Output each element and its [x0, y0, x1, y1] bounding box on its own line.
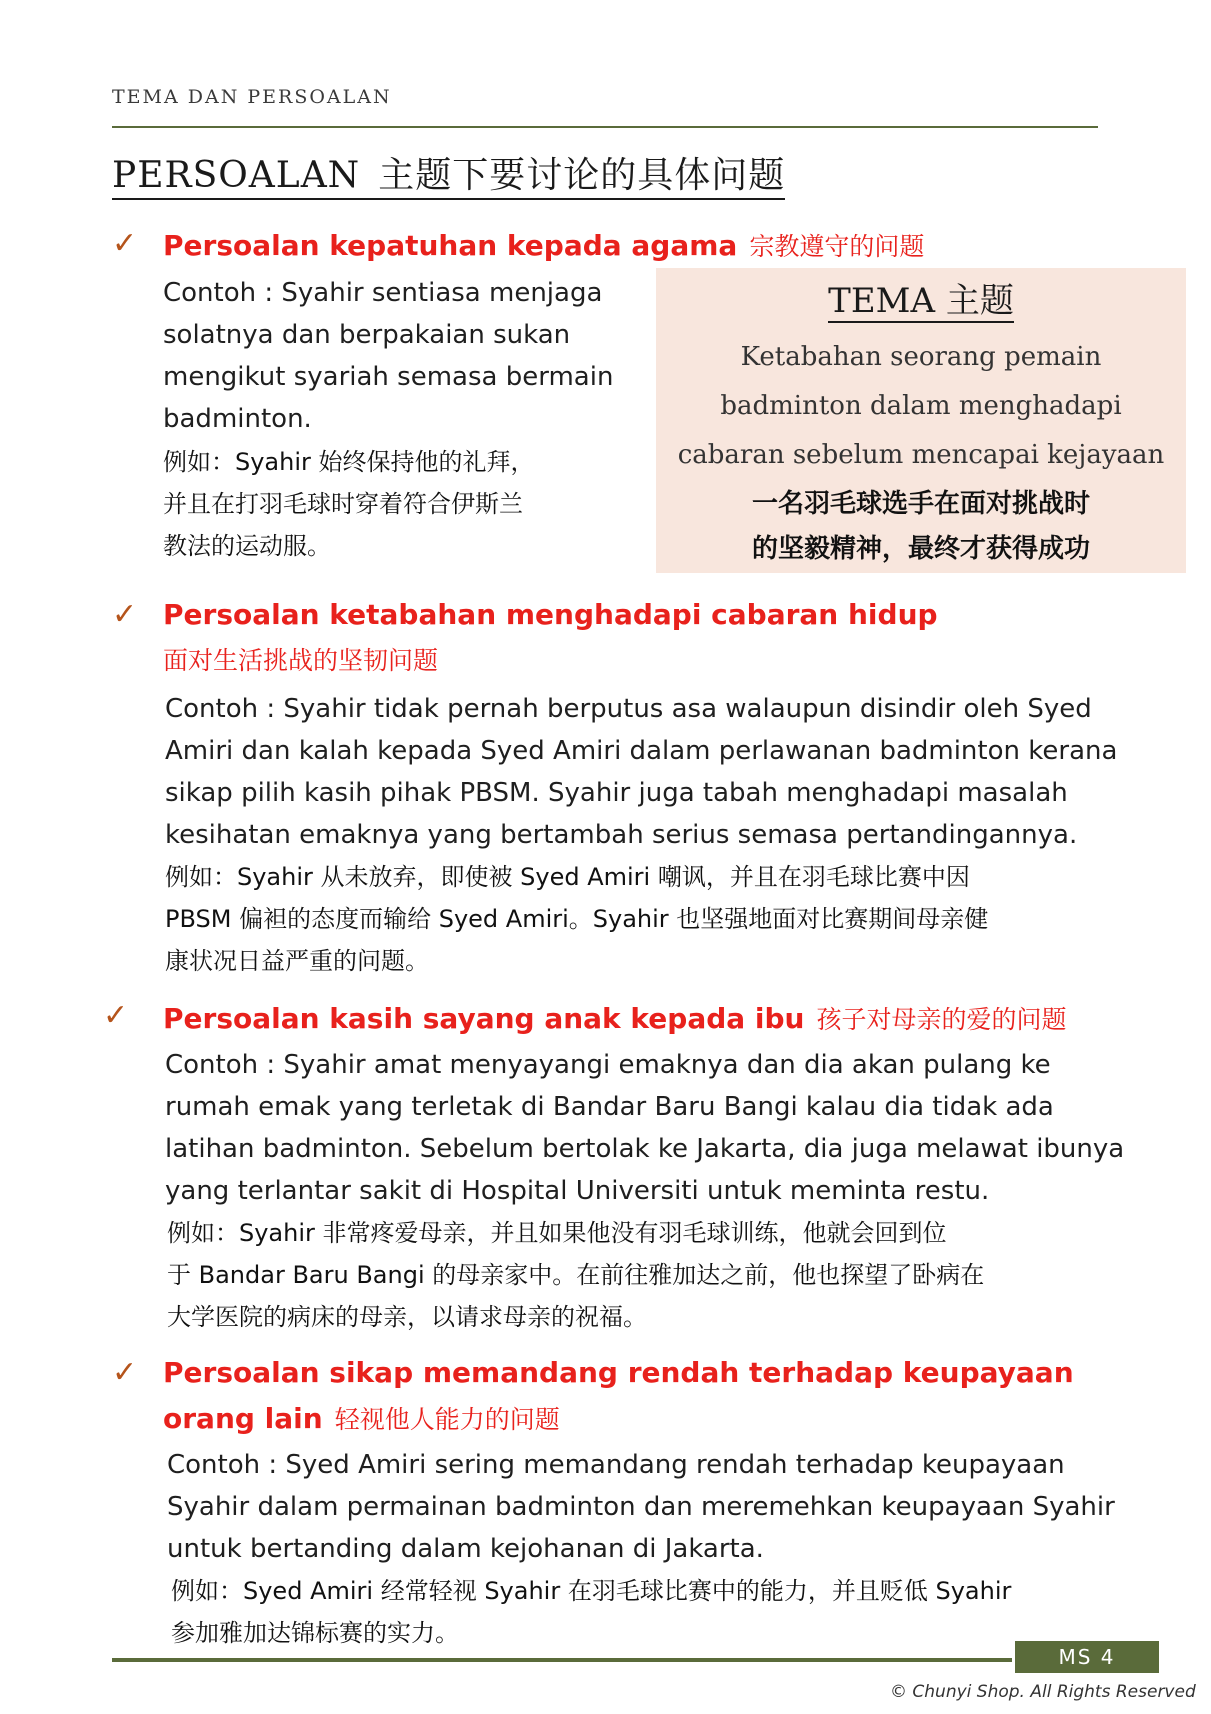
- tema-ms: [656, 333, 1186, 480]
- text-line: Amiri dan kalah kepada Syed Amiri dalam perlawanan badminton kerana: [165, 736, 1118, 766]
- header-divider: [112, 126, 1098, 128]
- text-line: 例如：Syahir 从未放弃，即使被 Syed Amiri 嘲讽，并且在羽毛球比赛中因: [165, 863, 970, 891]
- text-line: 教法的运动服。: [163, 532, 331, 560]
- text-line: untuk bertanding dalam kejohanan di Jakarta.: [167, 1534, 764, 1564]
- title-zh: 主题下要讨论的具体问题: [378, 155, 786, 196]
- page-title: [112, 155, 785, 200]
- text-line: 例如：Syed Amiri 经常轻视 Syahir 在羽毛球比赛中的能力，并且贬低 Syahir: [171, 1577, 1012, 1605]
- contoh-ms-1: [163, 272, 613, 440]
- text-line: Contoh : Syahir amat menyayangi emaknya dan dia akan pulang ke: [165, 1050, 1051, 1080]
- persoalan-heading-2: Persoalan ketabahan menghadapi cabaran hidup: [163, 598, 938, 631]
- text-line: 大学医院的病床的母亲，以请求母亲的祝福。: [167, 1303, 647, 1331]
- check-icon: ✓: [103, 998, 129, 1033]
- heading-zh: 宗教遵守的问题: [749, 232, 925, 261]
- contoh-ms-4: [167, 1444, 1115, 1570]
- text-line: badminton dalam menghadapi: [720, 391, 1122, 422]
- text-line: 的坚毅精神，最终才获得成功: [751, 534, 1090, 565]
- text-line: PBSM 偏袒的态度而输给 Syed Amiri。Syahir 也坚强地面对比赛期间母亲健: [165, 905, 989, 933]
- text-line: badminton.: [163, 404, 312, 434]
- page-number: MS 4: [1015, 1641, 1159, 1673]
- contoh-zh-2: [165, 856, 988, 982]
- text-line: rumah emak yang terletak di Bandar Baru Bangi kalau dia tidak ada: [165, 1092, 1054, 1122]
- text-line: Syahir dalam permainan badminton dan meremehkan keupayaan Syahir: [167, 1492, 1115, 1522]
- text-line: 于 Bandar Baru Bangi 的母亲家中。在前往雅加达之前，他也探望了卧病在: [167, 1261, 985, 1289]
- persoalan-heading-4b: [163, 1400, 560, 1436]
- persoalan-heading-3: [163, 1000, 1067, 1036]
- heading-ms: Persoalan kasih sayang anak kepada ibu: [163, 1002, 805, 1035]
- check-icon: ✓: [112, 1355, 138, 1390]
- section-header: TEMA DAN PERSOALAN: [112, 86, 392, 108]
- title-latin: PERSOALAN: [112, 155, 361, 196]
- tema-title: TEMA 主题: [828, 282, 1014, 323]
- text-line: mengikut syariah semasa bermain: [163, 362, 614, 392]
- text-line: 一名羽毛球选手在面对挑战时: [751, 489, 1090, 520]
- text-line: yang terlantar sakit di Hospital Universiti untuk meminta restu.: [165, 1176, 990, 1206]
- text-line: Contoh : Syahir sentiasa menjaga: [163, 278, 603, 308]
- text-line: sikap pilih kasih pihak PBSM. Syahir juga tabah menghadapi masalah: [165, 778, 1068, 808]
- footer-divider: [112, 1658, 1012, 1662]
- heading-ms-cont: orang lain: [163, 1402, 323, 1435]
- text-line: cabaran sebelum mencapai kejayaan: [677, 440, 1165, 471]
- check-icon: ✓: [112, 226, 138, 261]
- persoalan-heading-1: [163, 227, 924, 263]
- copyright-notice: © Chunyi Shop. All Rights Reserved: [890, 1682, 1196, 1702]
- heading-ms: Persoalan kepatuhan kepada agama: [163, 229, 738, 262]
- heading-zh: 孩子对母亲的爱的问题: [816, 1005, 1067, 1034]
- text-line: Contoh : Syed Amiri sering memandang rendah terhadap keupayaan: [167, 1450, 1065, 1480]
- text-line: Ketabahan seorang pemain: [740, 342, 1102, 373]
- text-line: 并且在打羽毛球时穿着符合伊斯兰: [163, 490, 523, 518]
- contoh-ms-2: [165, 688, 1117, 856]
- text-line: latihan badminton. Sebelum bertolak ke Jakarta, dia juga melawat ibunya: [165, 1134, 1125, 1164]
- contoh-zh-1: [163, 441, 535, 567]
- persoalan-heading-4: Persoalan sikap memandang rendah terhadap keupayaan: [163, 1356, 1074, 1389]
- text-line: 例如：Syahir 非常疼爱母亲，并且如果他没有羽毛球训练，他就会回到位: [167, 1219, 947, 1247]
- check-icon: ✓: [112, 597, 138, 632]
- tema-zh: [656, 482, 1186, 572]
- text-line: Contoh : Syahir tidak pernah berputus asa walaupun disindir oleh Syed: [165, 694, 1092, 724]
- heading-zh: 面对生活挑战的坚韧问题: [163, 646, 439, 675]
- text-line: solatnya dan berpakaian sukan: [163, 320, 571, 350]
- text-line: 参加雅加达锦标赛的实力。: [171, 1619, 459, 1647]
- heading-zh: 轻视他人能力的问题: [334, 1405, 560, 1434]
- contoh-ms-3: [165, 1044, 1124, 1212]
- text-line: kesihatan emaknya yang bertambah serius semasa pertandingannya.: [165, 820, 1078, 850]
- contoh-zh-3: [167, 1212, 984, 1338]
- contoh-zh-4: [171, 1570, 1011, 1654]
- tema-box: [656, 268, 1186, 573]
- text-line: 康状况日益严重的问题。: [165, 947, 429, 975]
- text-line: 例如：Syahir 始终保持他的礼拜，: [163, 448, 535, 476]
